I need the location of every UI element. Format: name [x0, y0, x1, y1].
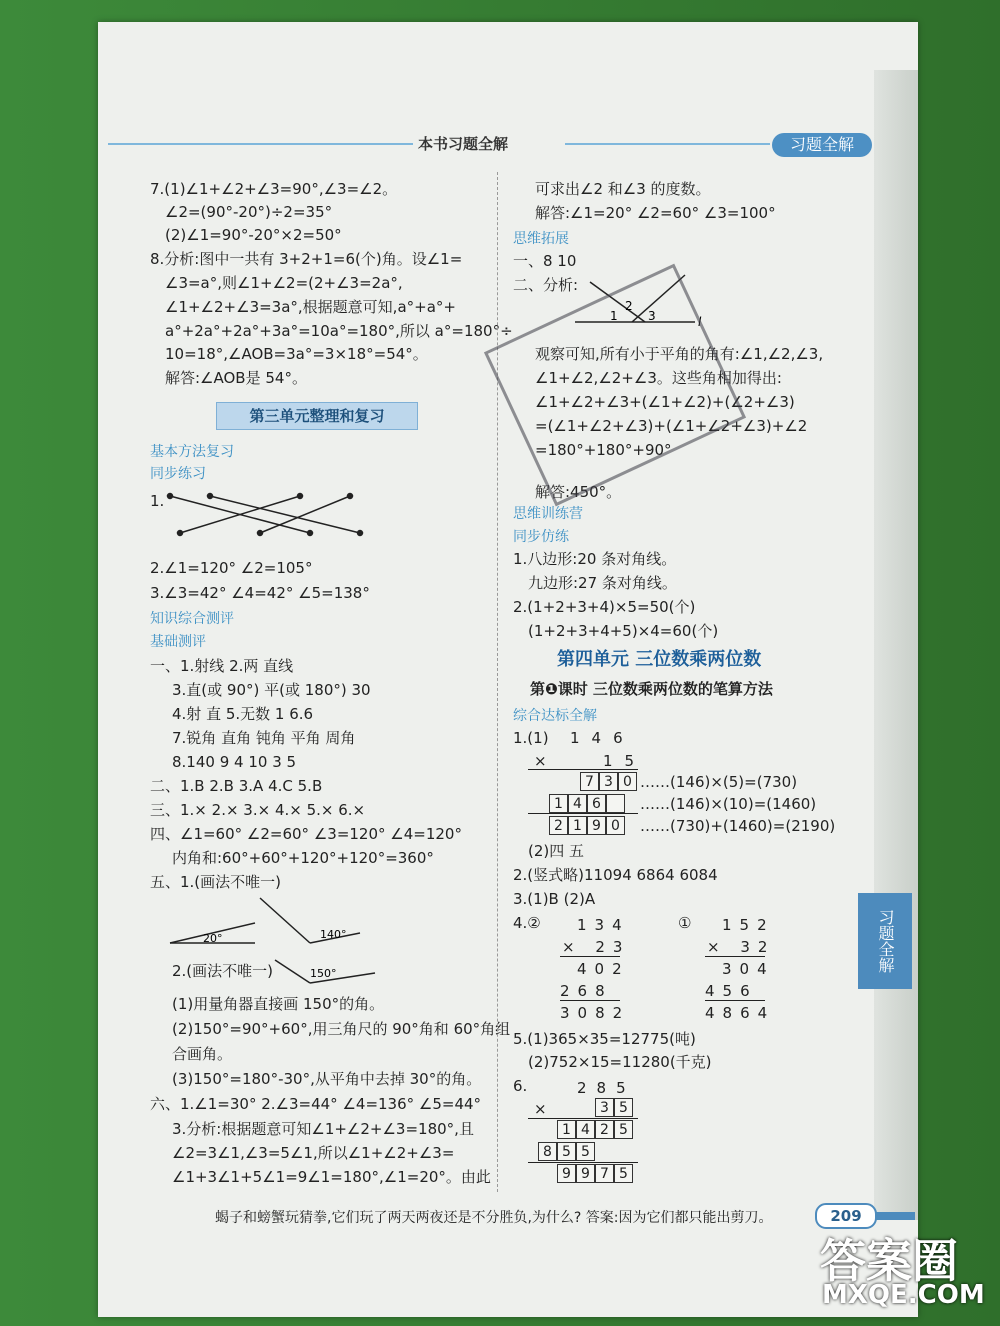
box-digit: 9	[576, 1164, 595, 1183]
digits: 304	[722, 960, 775, 978]
right-line: (2)四 五	[528, 842, 585, 860]
rule	[560, 1000, 620, 1001]
left-line: 一、1.射线 2.两 直线	[150, 657, 294, 675]
rule	[528, 1118, 638, 1119]
left-line: 3.直(或 90°) 平(或 180°) 30	[172, 681, 371, 699]
left-line: 1.	[150, 492, 165, 510]
right-line: 解答:450°。	[535, 483, 622, 501]
left-line: 7.(1)∠1+∠2+∠3=90°,∠3=∠2。	[150, 180, 398, 198]
box-digit: 1	[557, 1120, 576, 1139]
figure-label: 1	[610, 309, 618, 323]
figure-label: 2	[625, 299, 633, 313]
right-line: 可求出∠2 和∠3 的度数。	[535, 180, 711, 198]
q1-line: ……(730)+(1460)=(2190)	[640, 817, 836, 835]
box-digit: 9	[557, 1164, 576, 1183]
left-line: 内角和:60°+60°+120°+120°=360°	[172, 849, 434, 867]
box-digit: 5	[614, 1098, 633, 1117]
box-digit: 3	[595, 1098, 614, 1117]
right-line: 观察可知,所有小于平角的角有:∠1,∠2,∠3,	[535, 345, 824, 363]
side-tab: 习题全解	[858, 893, 912, 989]
lesson-title: 第❶课时 三位数乘两位数的笔算方法	[530, 680, 773, 698]
right-line: 5.(1)365×35=12775(吨)	[513, 1030, 696, 1048]
box-digit: 3	[599, 772, 618, 791]
unit-title-box: 第三单元整理和复习	[216, 402, 418, 430]
section-heading: 同步练习	[150, 466, 206, 482]
rule	[528, 769, 638, 770]
left-line: 10=18°,∠AOB=3a°=3×18°=54°。	[165, 345, 428, 363]
column-divider	[497, 172, 498, 1192]
left-line: 2.∠1=120° ∠2=105°	[150, 559, 313, 577]
angle-label: 140°	[320, 928, 347, 941]
left-line: a°+2a°+2a°+3a°=10a°=180°,所以 a°=180°÷	[165, 322, 513, 340]
section-heading: 综合达标全解	[513, 708, 597, 724]
angle-label: 150°	[310, 967, 337, 980]
box-digit: 7	[580, 772, 599, 791]
right-line: (2)752×15=11280(千克)	[528, 1053, 712, 1071]
q4b-label: ①	[678, 914, 692, 932]
header-tab: 习题全解	[772, 133, 872, 157]
watermark-logo: 答案圈	[820, 1234, 958, 1288]
section-heading: 思维训练营	[513, 506, 583, 522]
left-line: 六、1.∠1=30° 2.∠3=44° ∠4=136° ∠5=44°	[150, 1095, 482, 1113]
left-line: ∠1+∠2+∠3=3a°,根据题意可知,a°+a°+	[165, 298, 456, 316]
rule	[528, 813, 638, 814]
left-line: 8.140 9 4 10 3 5	[172, 753, 297, 771]
section-heading: 知识综合测评	[150, 611, 234, 627]
right-line: =180°+180°+90°	[535, 441, 672, 459]
digits: × 23	[562, 938, 631, 956]
left-line: 8.分析:图中一共有 3+2+1=6(个)角。设∠1=	[150, 250, 463, 268]
box-digit: 2	[595, 1120, 614, 1139]
page-edge	[874, 70, 918, 1220]
digits: 152	[722, 916, 775, 934]
footnote: 蝎子和螃蟹玩猜拳,它们玩了两天两夜还是不分胜负,为什么? 答案:因为它们都只能出剪刀。	[215, 1210, 773, 1226]
box-digit: 1	[549, 794, 568, 813]
right-line: ∠1+∠2,∠2+∠3。这些角相加得出:	[535, 369, 782, 387]
left-line: (1)用量角器直接画 150°的角。	[172, 995, 385, 1013]
digits: 285	[577, 1079, 636, 1097]
box-digit: 5	[557, 1142, 576, 1161]
digits: 402	[577, 960, 630, 978]
section-heading: 基础测评	[150, 634, 206, 650]
q6-label: 6.	[513, 1077, 528, 1095]
left-line: 3.∠3=42° ∠4=42° ∠5=138°	[150, 584, 370, 602]
angle-figure-1	[165, 893, 365, 953]
box-digit: 5	[614, 1164, 633, 1183]
box-digit: 0	[606, 816, 625, 835]
right-line: 一、8 10	[513, 252, 577, 270]
section-heading: 同步仿练	[513, 529, 569, 545]
q1-line: ……(146)×(10)=(1460)	[640, 795, 817, 813]
right-line: 2.(1+2+3+4)×5=50(个)	[513, 598, 696, 616]
left-line: 合画角。	[172, 1045, 233, 1063]
left-line: ∠2=3∠1,∠3=5∠1,所以∠1+∠2+∠3=	[172, 1144, 455, 1162]
left-line: ∠2=(90°-20°)÷2=35°	[165, 203, 333, 221]
angle-figure-2	[270, 955, 380, 995]
left-line: 解答:∠AOB是 54°。	[165, 369, 307, 387]
section-heading: 基本方法复习	[150, 444, 234, 460]
right-line: (1+2+3+4+5)×4=60(个)	[528, 622, 719, 640]
left-line: 4.射 直 5.无数 1 6.6	[172, 705, 314, 723]
q1-line: ……(146)×(5)=(730)	[640, 773, 798, 791]
box-digit: 1	[568, 816, 587, 835]
left-line: (3)150°=180°-30°,从平角中去掉 30°的角。	[172, 1070, 482, 1088]
box-digit: 9	[587, 816, 606, 835]
box-digit: 4	[568, 794, 587, 813]
left-line: 二、1.B 2.B 3.A 4.C 5.B	[150, 777, 323, 795]
digits: 4864	[705, 1004, 776, 1022]
box-digit: 7	[595, 1164, 614, 1183]
box-digit: 6	[587, 794, 606, 813]
right-line: 1.八边形:20 条对角线。	[513, 550, 677, 568]
left-line: (2)150°=90°+60°,用三角尺的 90°角和 60°角组	[172, 1020, 511, 1038]
box-digit: 8	[538, 1142, 557, 1161]
left-line: 3.分析:根据题意可知∠1+∠2+∠3=180°,且	[172, 1120, 474, 1138]
box-digit: 4	[576, 1120, 595, 1139]
left-line: 四、∠1=60° ∠2=60° ∠3=120° ∠4=120°	[150, 825, 462, 843]
digits: 268	[560, 982, 613, 1000]
digits: 146	[570, 729, 635, 747]
box-digit: 5	[576, 1142, 595, 1161]
q4-label: 4.②	[513, 914, 541, 932]
header-title: 本书习题全解	[418, 135, 509, 153]
watermark-url: MXQE.COM	[822, 1280, 985, 1310]
section-heading: 思维拓展	[513, 231, 569, 247]
footer-bar	[875, 1212, 915, 1220]
digits: 456	[705, 982, 758, 1000]
left-line: (2)∠1=90°-20°×2=50°	[165, 226, 342, 244]
left-line: 2.(画法不唯一)	[172, 962, 274, 980]
box-digit: 0	[618, 772, 637, 791]
left-line: 三、1.× 2.× 3.× 4.× 5.× 6.×	[150, 801, 366, 819]
header-rule	[565, 143, 770, 145]
right-line: 九边形:27 条对角线。	[528, 574, 677, 592]
right-line: =(∠1+∠2+∠3)+(∠1+∠2+∠3)+∠2	[535, 417, 808, 435]
times-sign: ×	[534, 752, 547, 770]
right-line: 解答:∠1=20° ∠2=60° ∠3=100°	[535, 204, 776, 222]
rule	[560, 956, 620, 957]
header-rule	[108, 143, 413, 145]
page-number: 209	[815, 1203, 877, 1229]
rule	[528, 1162, 638, 1163]
digits: 3082	[560, 1004, 631, 1022]
left-line: ∠3=a°,则∠1+∠2=(2+∠3=2a°,	[165, 274, 403, 292]
lines-figure	[160, 488, 370, 548]
digits: 15	[603, 752, 647, 770]
box-digit: 2	[549, 816, 568, 835]
box-digit: 5	[614, 1120, 633, 1139]
right-line: 二、分析:	[513, 276, 579, 294]
figure-label: 3	[648, 309, 656, 323]
digits: 134	[577, 916, 630, 934]
left-line: 7.锐角 直角 钝角 平角 周角	[172, 729, 356, 747]
rule	[705, 1000, 765, 1001]
rule	[705, 956, 765, 957]
box-digit	[606, 794, 625, 813]
angle-label: 20°	[203, 932, 223, 945]
right-line: 3.(1)B (2)A	[513, 890, 596, 908]
unit4-title: 第四单元 三位数乘两位数	[557, 649, 762, 670]
right-line: ∠1+∠2+∠3+(∠1+∠2)+(∠2+∠3)	[535, 393, 795, 411]
digits: × 32	[707, 938, 776, 956]
figure-label: l	[698, 315, 702, 329]
q1-label: 1.(1)	[513, 729, 549, 747]
left-line: ∠1+3∠1+5∠1=9∠1=180°,∠1=20°。由此	[172, 1168, 491, 1186]
times-sign: ×	[534, 1100, 547, 1118]
right-line: 2.(竖式略)11094 6864 6084	[513, 866, 718, 884]
left-line: 五、1.(画法不唯一)	[150, 873, 282, 891]
